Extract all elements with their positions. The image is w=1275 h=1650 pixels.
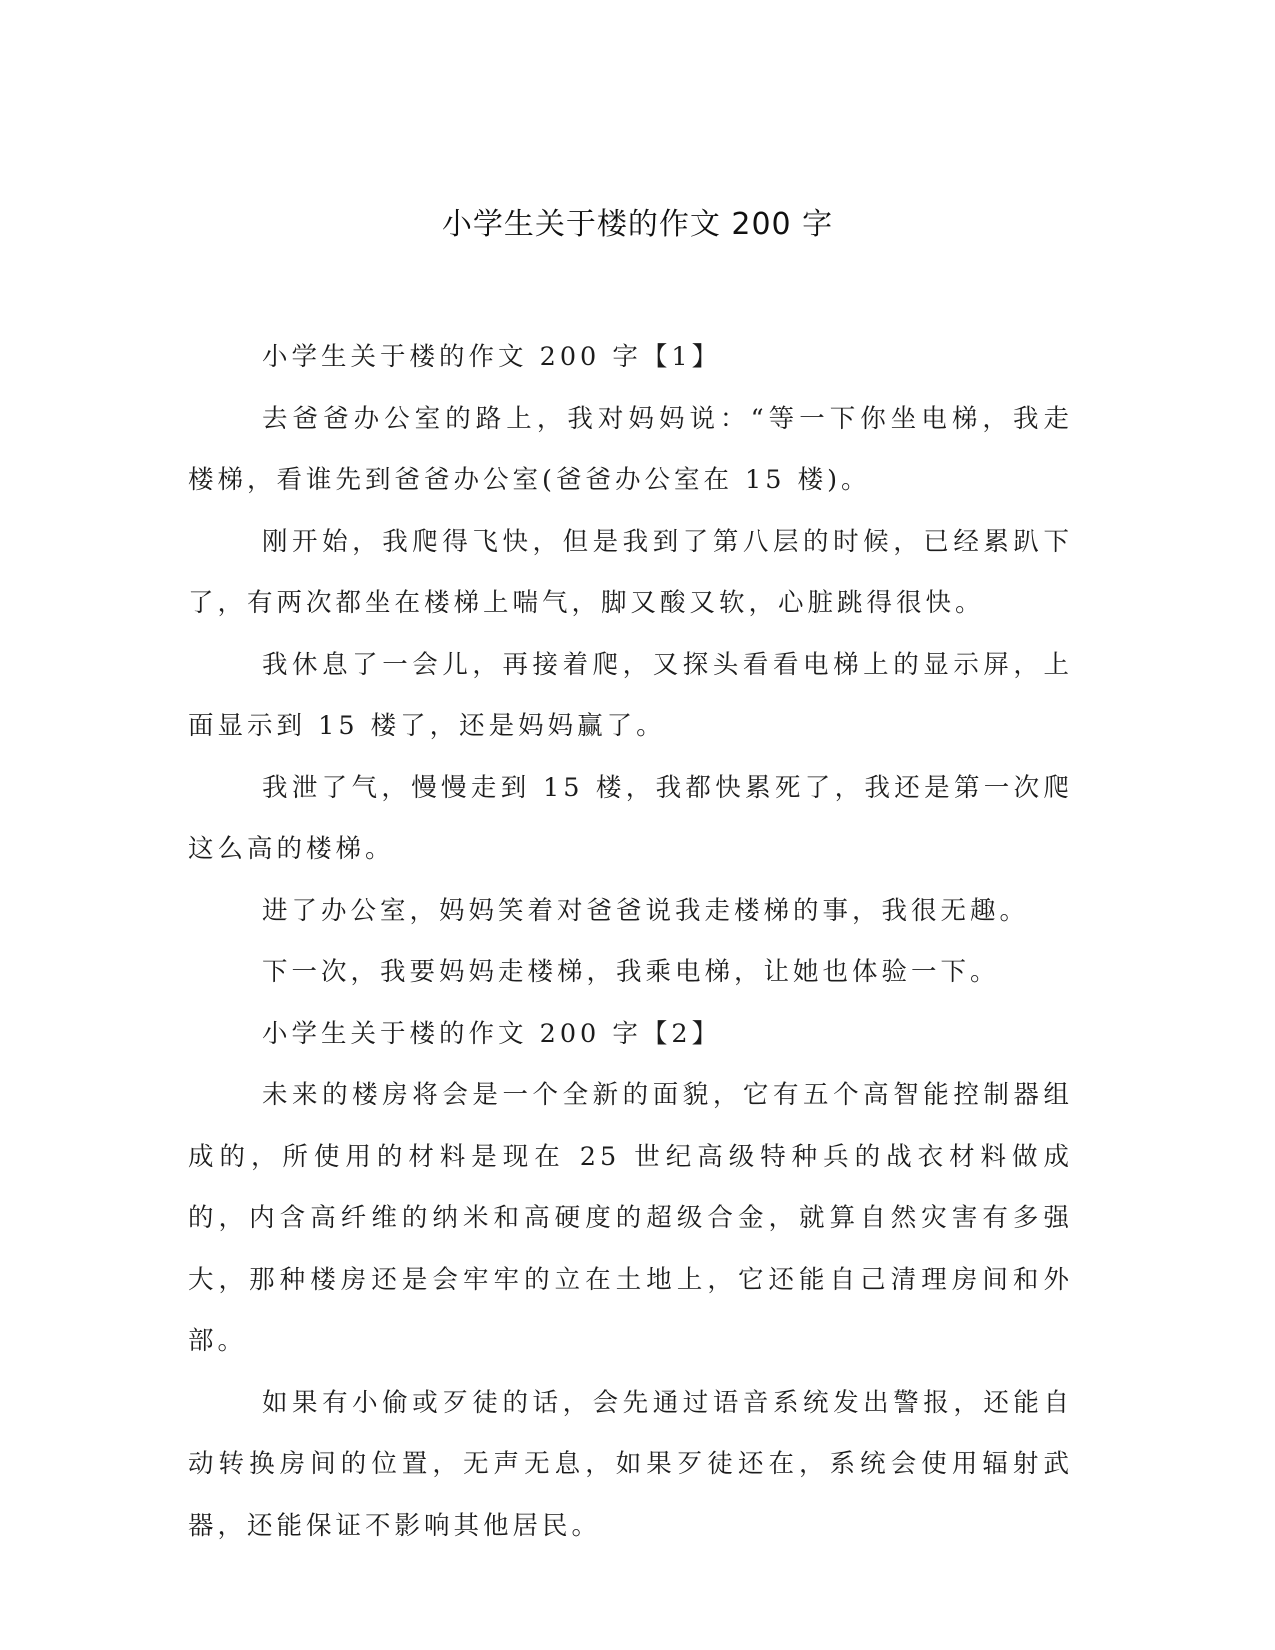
paragraph: 去爸爸办公室的路上，我对妈妈说：“等一下你坐电梯，我走楼梯，看谁先到爸爸办公室(爸爸办公室在 15 楼)。: [188, 403, 1073, 495]
paragraph: 我休息了一会儿，再接着爬，又探头看看电梯上的显示屏，上面显示到 15 楼了，还是妈妈赢了。: [188, 649, 1073, 741]
page-title: 小学生关于楼的作文 200 字: [441, 207, 834, 242]
document-body: [188, 327, 1073, 1557]
paragraph: 进了办公室，妈妈笑着对爸爸说我走楼梯的事，我很无趣。: [262, 895, 1030, 926]
paragraph: 我泄了气，慢慢走到 15 楼，我都快累死了，我还是第一次爬这么高的楼梯。: [188, 772, 1073, 864]
section-heading-1: 小学生关于楼的作文 200 字【1】: [262, 342, 722, 372]
paragraph: 如果有小偷或歹徒的话，会先通过语音系统发出警报，还能自动转换房间的位置，无声无息，如果歹徒还在，系统会使用辐射武器，还能保证不影响其他居民。: [188, 1387, 1073, 1541]
paragraph: 未来的楼房将会是一个全新的面貌，它有五个高智能控制器组成的，所使用的材料是现在 25 世纪高级特种兵的战衣材料做成的，内含高纤维的纳米和高硬度的超级合金，就算自然灾害有多强大，那种楼房还是会牢牢的立在土地上，它还能自己清理房间和外部。: [188, 1080, 1073, 1356]
paragraph: 刚开始，我爬得飞快，但是我到了第八层的时候，已经累趴下了，有两次都坐在楼梯上喘气，脚又酸又软，心脏跳得很快。: [188, 526, 1073, 618]
paragraph: 下一次，我要妈妈走楼梯，我乘电梯，让她也体验一下。: [262, 957, 1000, 987]
section-heading-2: 小学生关于楼的作文 200 字【2】: [262, 1018, 722, 1049]
